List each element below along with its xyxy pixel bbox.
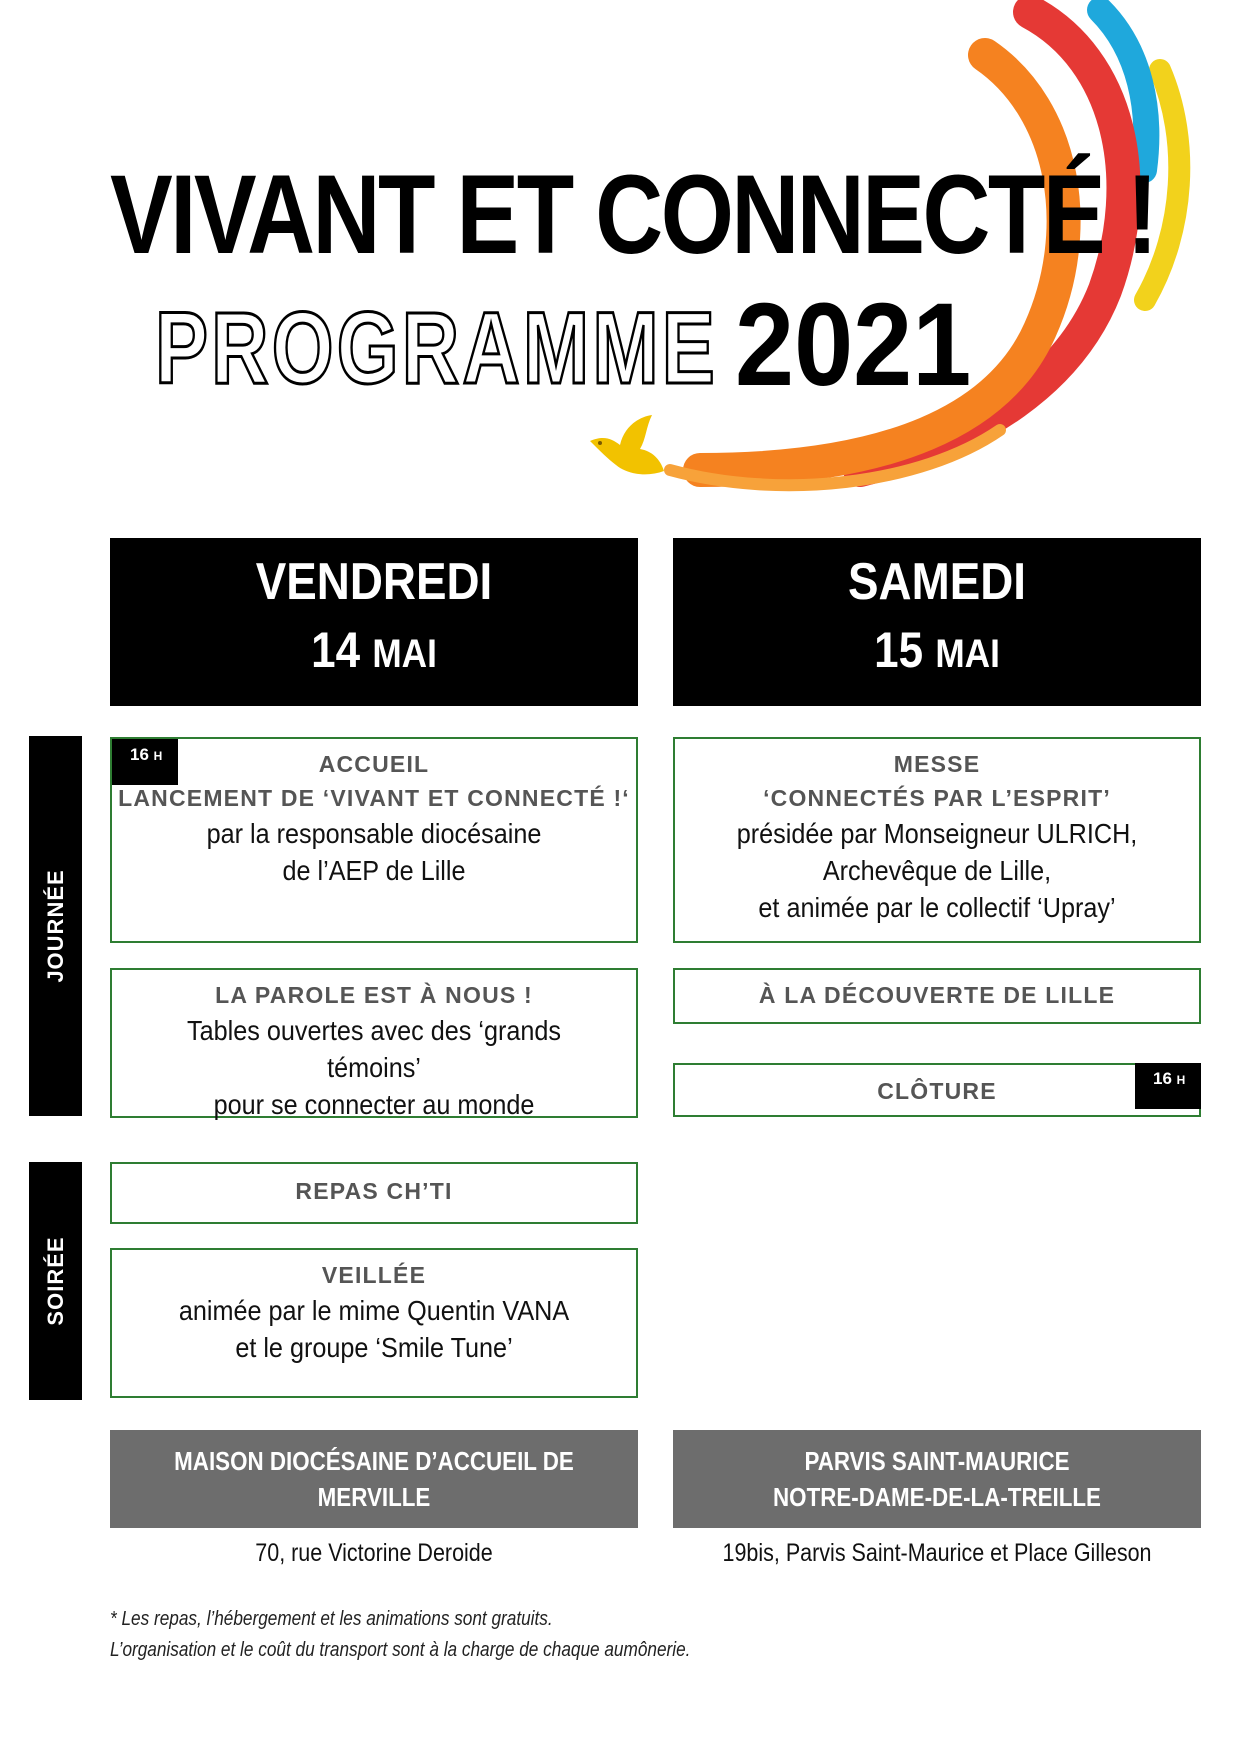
side-label-day <box>29 736 82 1116</box>
saturday-date <box>705 620 1170 684</box>
saturday-time: 16 <box>1153 1069 1172 1088</box>
saturday-time-badge <box>1135 1063 1201 1109</box>
friday-meal-box <box>110 1162 638 1224</box>
friday-speech-title: LA PAROLE EST À NOUS ! <box>215 982 533 1008</box>
saturday-day-number: 15 <box>874 622 924 678</box>
friday-welcome-line1: par la responsable diocésaine <box>206 818 542 849</box>
saturday-month: MAI <box>935 632 1000 676</box>
saturday-mass-box <box>673 737 1201 943</box>
saturday-mass-title: MESSE <box>893 751 981 777</box>
friday-speech-line2: pour se connecter au monde <box>213 1089 535 1120</box>
friday-month: MAI <box>372 632 437 676</box>
side-label-evening-text: SOIRÉE <box>42 1236 68 1326</box>
footnote-transport: L’organisation et le coût du transport sont à la charge de chaque aumônerie. <box>110 1639 691 1661</box>
friday-day-name: VENDREDI <box>255 553 493 611</box>
friday-time: 16 <box>130 745 149 764</box>
friday-vigil-title: VEILLÉE <box>321 1262 427 1288</box>
friday-day-number: 14 <box>311 622 361 678</box>
side-label-evening <box>29 1162 82 1400</box>
friday-welcome-box <box>110 737 638 943</box>
friday-header <box>110 538 638 706</box>
saturday-day-name: SAMEDI <box>848 553 1026 611</box>
friday-welcome-line2: de l’AEP de Lille <box>282 855 466 886</box>
saturday-header <box>673 538 1201 706</box>
friday-vigil-line1: animée par le mime Quentin VANA <box>178 1295 570 1326</box>
friday-venue-name: MAISON DIOCÉSAINE D’ACCUEIL DE MERVILLE <box>174 1446 574 1512</box>
saturday-venue-line2: NOTRE-DAME-DE-LA-TREILLE <box>773 1482 1101 1512</box>
saturday-closing-box <box>673 1063 1201 1117</box>
friday-date <box>142 620 607 684</box>
saturday-mass-line2: Archevêque de Lille, <box>822 855 1052 886</box>
saturday-mass-subtitle: ‘CONNECTÉS PAR L’ESPRIT’ <box>763 785 1111 811</box>
friday-vigil-line2: et le groupe ‘Smile Tune’ <box>235 1332 513 1363</box>
saturday-closing-title: CLÔTURE <box>877 1078 997 1104</box>
friday-welcome-title: ACCUEIL <box>318 751 430 777</box>
friday-address: 70, rue Victorine Deroide <box>255 1539 493 1567</box>
saturday-mass-line3: et animée par le collectif ‘Upray’ <box>758 892 1116 923</box>
saturday-venue <box>673 1430 1201 1528</box>
footnote-free: * Les repas, l’hébergement et les animations sont gratuits. <box>110 1608 553 1630</box>
subtitle-line <box>155 279 972 411</box>
programme-year: 2021 <box>735 279 972 411</box>
saturday-mass-line1: présidée par Monseigneur ULRICH, <box>736 818 1138 849</box>
friday-launch-title: LANCEMENT DE ‘VIVANT ET CONNECTÉ !‘ <box>118 785 630 811</box>
saturday-time-unit: H <box>1176 1073 1186 1087</box>
side-label-day-text: JOURNÉE <box>42 869 68 983</box>
saturday-discovery-title: À LA DÉCOUVERTE DE LILLE <box>758 982 1116 1008</box>
friday-vigil-box <box>110 1248 638 1398</box>
friday-venue <box>110 1430 638 1528</box>
friday-speech-box <box>110 968 638 1118</box>
saturday-discovery-box <box>673 968 1201 1024</box>
friday-time-badge <box>112 739 178 785</box>
main-title: VIVANT ET CONNECTÉ ! <box>110 152 1156 277</box>
programme-word: PROGRAMME <box>155 291 718 405</box>
friday-time-unit: H <box>153 749 163 763</box>
saturday-address: 19bis, Parvis Saint-Maurice et Place Gilleson <box>722 1539 1152 1567</box>
saturday-venue-line1: PARVIS SAINT-MAURICE <box>804 1446 1070 1476</box>
friday-meal-title: REPAS CH’TI <box>295 1178 453 1204</box>
dove-icon <box>590 415 664 474</box>
friday-speech-line1: Tables ouvertes avec des ‘grands témoins’ <box>186 1015 562 1083</box>
